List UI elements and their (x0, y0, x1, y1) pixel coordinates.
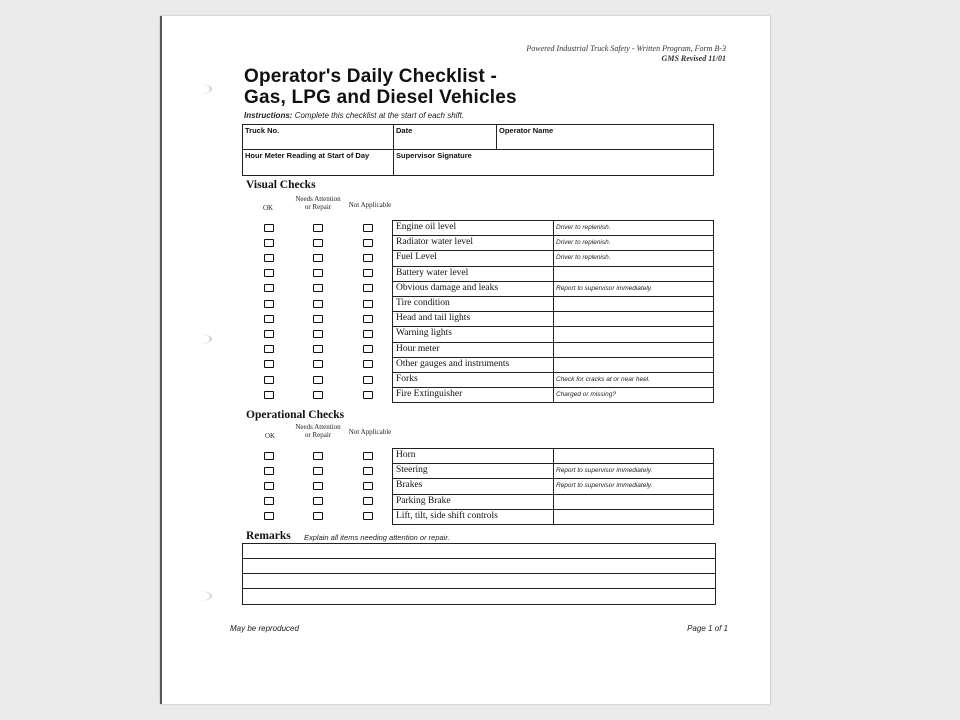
ok-checkbox[interactable] (264, 467, 274, 475)
check-item-label: Fuel Level (396, 252, 437, 263)
check-item-row (393, 358, 713, 373)
check-item-label: Horn (396, 450, 416, 460)
punch-hole (188, 84, 212, 94)
col-needs-header-op: Needs Attention or Repair (295, 423, 341, 439)
visual-checks-title: Visual Checks (246, 179, 316, 191)
check-item-label: Parking Brake (396, 495, 451, 506)
needs-attention-checkbox[interactable] (313, 345, 323, 353)
check-item-label: Fire Extinguisher (396, 389, 463, 400)
check-item-row (393, 495, 713, 510)
not-applicable-checkbox[interactable] (363, 360, 373, 368)
needs-attention-checkbox[interactable] (313, 300, 323, 308)
truck-no-label: Truck No. (245, 126, 280, 135)
needs-attention-checkbox[interactable] (313, 254, 323, 262)
footer-right: Page 1 of 1 (687, 624, 728, 633)
col-ok-header: OK (262, 204, 274, 212)
ok-checkbox[interactable] (264, 239, 274, 247)
not-applicable-checkbox[interactable] (363, 254, 373, 262)
check-item-note: Report to supervisor immediately. (556, 284, 653, 292)
not-applicable-checkbox[interactable] (363, 269, 373, 277)
check-item-row (393, 312, 713, 327)
check-item-label: Battery water level (396, 267, 469, 278)
needs-attention-checkbox[interactable] (313, 482, 323, 490)
operational-checks-table (392, 448, 714, 525)
ok-checkbox[interactable] (264, 300, 274, 308)
check-item-note: Report to supervisor immediately. (556, 467, 653, 475)
row-divider (553, 510, 554, 524)
page-title (244, 66, 517, 108)
row-divider (553, 373, 554, 387)
row-divider (553, 495, 554, 509)
col-na-header-op: Not Applicable (348, 428, 392, 436)
check-item-row (393, 388, 713, 403)
not-applicable-checkbox[interactable] (363, 300, 373, 308)
operator-name-field[interactable] (497, 125, 711, 149)
check-item-label: Hour meter (396, 343, 440, 354)
not-applicable-checkbox[interactable] (363, 497, 373, 505)
row-divider (553, 312, 554, 326)
needs-attention-checkbox[interactable] (313, 330, 323, 338)
check-item-row (393, 282, 713, 297)
row-divider (553, 449, 554, 463)
row-divider (553, 251, 554, 265)
form-header-line1: Powered Industrial Truck Safety - Written Program, Form B-3 (526, 44, 726, 53)
remarks-line (243, 588, 715, 589)
title-line2: Gas, LPG and Diesel Vehicles (244, 87, 517, 108)
check-item-row (393, 236, 713, 251)
operational-checks-title: Operational Checks (246, 409, 345, 421)
row-divider (553, 388, 554, 402)
needs-attention-checkbox[interactable] (313, 269, 323, 277)
needs-attention-checkbox[interactable] (313, 315, 323, 323)
needs-attention-checkbox[interactable] (313, 452, 323, 460)
instructions-label: Instructions: (244, 111, 293, 120)
check-item-row (393, 267, 713, 282)
ok-checkbox[interactable] (264, 391, 274, 399)
check-item-row (393, 464, 713, 479)
row-divider (553, 327, 554, 341)
check-item-row (393, 479, 713, 494)
not-applicable-checkbox[interactable] (363, 512, 373, 520)
needs-attention-checkbox[interactable] (313, 512, 323, 520)
check-item-label: Obvious damage and leaks (396, 282, 499, 293)
ok-checkbox[interactable] (264, 452, 274, 460)
check-item-note: Check for cracks at or near heel. (556, 375, 650, 383)
ok-checkbox[interactable] (264, 345, 274, 353)
ok-checkbox[interactable] (264, 512, 274, 520)
check-item-label: Tire condition (396, 297, 450, 308)
operator-name-label: Operator Name (499, 126, 554, 135)
check-item-row (393, 327, 713, 342)
row-divider (553, 282, 554, 296)
supervisor-signature-label: Supervisor Signature (396, 151, 472, 160)
punch-hole (188, 334, 212, 344)
row-divider (553, 297, 554, 311)
document-page (160, 16, 770, 704)
row-divider (553, 358, 554, 372)
col-ok-header-op: OK (264, 432, 276, 440)
needs-attention-checkbox[interactable] (313, 467, 323, 475)
check-item-label: Other gauges and instruments (396, 358, 510, 369)
truck-no-field[interactable] (243, 125, 393, 149)
visual-checks-table (392, 220, 714, 403)
instructions-text: Complete this checklist at the start of each shift. (294, 111, 465, 120)
supervisor-signature-field[interactable] (394, 150, 711, 174)
ok-checkbox[interactable] (264, 224, 274, 232)
ok-checkbox[interactable] (264, 330, 274, 338)
row-divider (553, 221, 554, 235)
row-divider (553, 464, 554, 478)
check-item-label: Radiator water level (396, 237, 474, 248)
check-item-label: Warning lights (396, 328, 452, 339)
row-divider (553, 236, 554, 250)
check-item-label: Steering (396, 465, 428, 476)
needs-attention-checkbox[interactable] (313, 376, 323, 384)
check-item-label: Brakes (396, 480, 423, 491)
not-applicable-checkbox[interactable] (363, 467, 373, 475)
remarks-title: Remarks (246, 530, 291, 542)
not-applicable-checkbox[interactable] (363, 239, 373, 247)
row-divider (553, 343, 554, 357)
needs-attention-checkbox[interactable] (313, 497, 323, 505)
check-item-row (393, 221, 713, 236)
check-item-note: Driver to replenish. (556, 239, 611, 247)
check-item-label: Head and tail lights (396, 313, 471, 324)
row-divider (553, 479, 554, 493)
check-item-row (393, 343, 713, 358)
title-line1: Operator's Daily Checklist - (244, 66, 497, 87)
not-applicable-checkbox[interactable] (363, 482, 373, 490)
info-table (242, 124, 714, 176)
ok-checkbox[interactable] (264, 482, 274, 490)
ok-checkbox[interactable] (264, 254, 274, 262)
ok-checkbox[interactable] (264, 315, 274, 323)
date-field[interactable] (394, 125, 496, 149)
col-needs-header: Needs Attention or Repair (295, 195, 341, 211)
row-divider (553, 267, 554, 281)
check-item-label: Lift, tilt, side shift controls (396, 510, 498, 521)
instructions (244, 111, 464, 120)
check-item-row (393, 510, 713, 525)
punch-hole (188, 591, 212, 601)
hour-meter-label: Hour Meter Reading at Start of Day (245, 151, 370, 160)
check-item-note: Report to supervisor immediately. (556, 482, 653, 490)
hour-meter-field[interactable] (243, 150, 393, 174)
ok-checkbox[interactable] (264, 376, 274, 384)
check-item-row (393, 373, 713, 388)
check-item-label: Forks (396, 373, 418, 384)
not-applicable-checkbox[interactable] (363, 284, 373, 292)
needs-attention-checkbox[interactable] (313, 360, 323, 368)
check-item-note: Driver to replenish. (556, 254, 611, 262)
not-applicable-checkbox[interactable] (363, 345, 373, 353)
ok-checkbox[interactable] (264, 284, 274, 292)
not-applicable-checkbox[interactable] (363, 376, 373, 384)
remarks-box[interactable] (242, 543, 716, 605)
remarks-line (243, 558, 715, 559)
check-item-note: Charged or missing? (556, 391, 616, 399)
not-applicable-checkbox[interactable] (363, 315, 373, 323)
not-applicable-checkbox[interactable] (363, 452, 373, 460)
remarks-hint: Explain all items needing attention or repair. (304, 533, 450, 542)
check-item-row (393, 297, 713, 312)
check-item-row (393, 251, 713, 266)
not-applicable-checkbox[interactable] (363, 330, 373, 338)
not-applicable-checkbox[interactable] (363, 224, 373, 232)
not-applicable-checkbox[interactable] (363, 391, 373, 399)
ok-checkbox[interactable] (264, 269, 274, 277)
needs-attention-checkbox[interactable] (313, 284, 323, 292)
needs-attention-checkbox[interactable] (313, 239, 323, 247)
needs-attention-checkbox[interactable] (313, 224, 323, 232)
remarks-line (243, 573, 715, 574)
col-na-header: Not Applicable (348, 201, 392, 209)
check-item-row (393, 449, 713, 464)
ok-checkbox[interactable] (264, 497, 274, 505)
form-header-line2: GMS Revised 11/01 (661, 54, 726, 63)
needs-attention-checkbox[interactable] (313, 391, 323, 399)
footer-left: May be reproduced (230, 624, 299, 633)
date-label: Date (396, 126, 413, 135)
check-item-label: Engine oil level (396, 222, 457, 232)
ok-checkbox[interactable] (264, 360, 274, 368)
check-item-note: Driver to replenish. (556, 224, 611, 231)
